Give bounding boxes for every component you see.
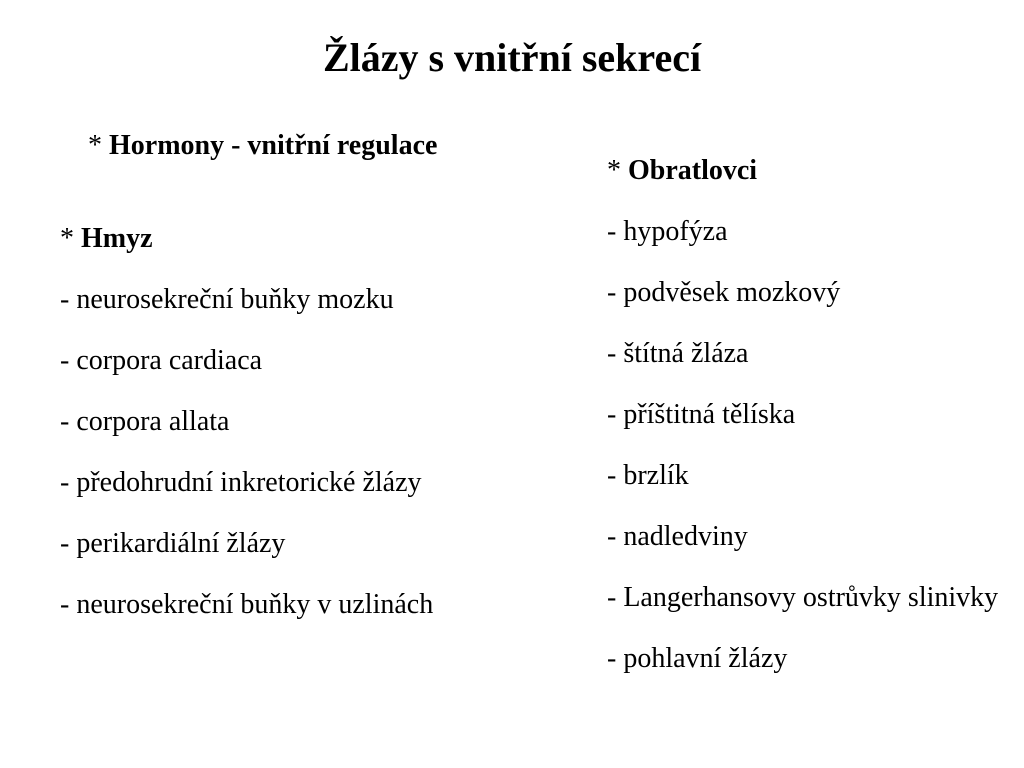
list-item: - brzlík <box>607 460 689 491</box>
insects-heading-label: Hmyz <box>81 223 153 254</box>
list-item: - corpora allata <box>60 406 230 437</box>
list-item: - perikardiální žlázy <box>60 528 286 559</box>
vertebrates-heading <box>607 154 1007 187</box>
vertebrates-column <box>607 154 1007 703</box>
insects-bullet: * <box>60 223 81 254</box>
list-item: - neurosekreční buňky v uzlinách <box>60 589 434 620</box>
list-item: - příštitná tělíska <box>607 399 796 430</box>
section-heading <box>88 126 437 166</box>
section-heading-label: Hormony - vnitřní regulace <box>109 130 438 161</box>
section-bullet: * <box>88 130 109 161</box>
slide-title: Žlázy s vnitřní sekrecí <box>322 35 702 80</box>
list-item: - corpora cardiaca <box>60 345 263 376</box>
list-item: - Langerhansovy ostrůvky slinivky <box>607 582 999 613</box>
list-item: - pohlavní žlázy <box>607 643 788 674</box>
list-item: - neurosekreční buňky mozku <box>60 284 394 315</box>
insects-gland-list <box>60 283 530 621</box>
list-item: - podvěsek mozkový <box>607 277 841 308</box>
insects-column <box>60 222 530 649</box>
insects-heading <box>60 222 530 255</box>
list-item: - předohrudní inkretorické žlázy <box>60 467 422 498</box>
list-item: - nadledviny <box>607 521 748 552</box>
vertebrates-gland-list <box>607 215 1007 675</box>
vertebrates-heading-label: Obratlovci <box>628 155 758 186</box>
list-item: - štítná žláza <box>607 338 749 369</box>
vertebrates-bullet: * <box>607 155 628 186</box>
list-item: - hypofýza <box>607 216 728 247</box>
